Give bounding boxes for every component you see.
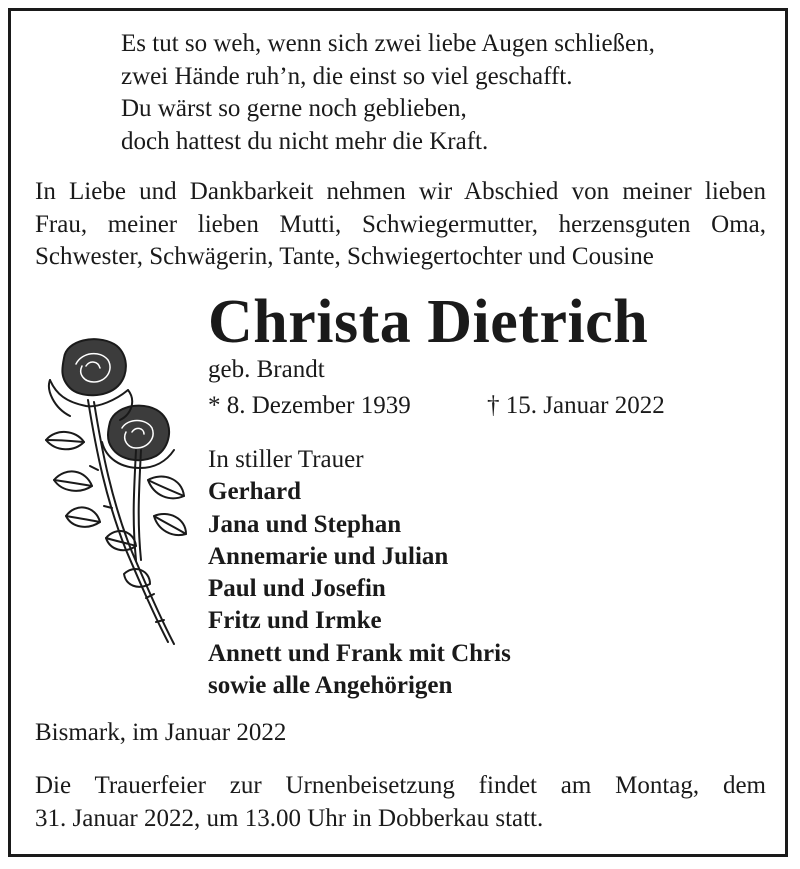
rose-illustration (36, 330, 196, 650)
death-date: † 15. Januar 2022 (487, 392, 665, 419)
poem-line: Du wärst so gerne noch geblieben, (121, 95, 467, 122)
mourner-name: Paul und Josefin (208, 575, 386, 603)
funeral-line: 31. Januar 2022, um 13.00 Uhr in Dobberkau statt. (35, 804, 544, 832)
poem-line: zwei Hände ruh’n, die einst so viel geschafft. (121, 62, 573, 90)
mourners-heading: In stiller Trauer (208, 446, 364, 473)
mourner-name: Jana und Stephan (208, 510, 402, 538)
intro-line: Schwester, Schwägerin, Tante, Schwiegertochter und Cousine (35, 243, 654, 270)
mourner-name: Annemarie und Julian (208, 542, 449, 570)
poem-line: doch hattest du nicht mehr die Kraft. (121, 127, 489, 155)
place-date: Bismark, im Januar 2022 (35, 719, 287, 746)
funeral-notice (35, 770, 766, 835)
mourners-list (208, 444, 511, 702)
mourner-name: sowie alle Angehörigen (208, 672, 453, 700)
mourner-name: Gerhard (208, 478, 302, 506)
intro-line: In Liebe und Dankbarkeit nehmen wir Abschied von meiner lieben (35, 178, 766, 205)
birth-date: * 8. Dezember 1939 (208, 392, 411, 419)
mourner-name: Annett und Frank mit Chris (208, 639, 511, 667)
mourner-name: Fritz und Irmke (208, 607, 382, 635)
birth-name: geb. Brandt (208, 356, 325, 383)
intro-text (35, 176, 766, 274)
poem-line: Es tut so weh, wenn sich zwei liebe Augen schließen, (121, 30, 655, 57)
poem (121, 28, 655, 158)
funeral-line: Die Trauerfeier zur Urnenbeisetzung findet am Montag, dem (35, 772, 766, 799)
intro-line: Frau, meiner lieben Mutti, Schwiegermutter, herzensguten Oma, (35, 210, 766, 238)
deceased-name: Christa Dietrich (208, 288, 649, 356)
